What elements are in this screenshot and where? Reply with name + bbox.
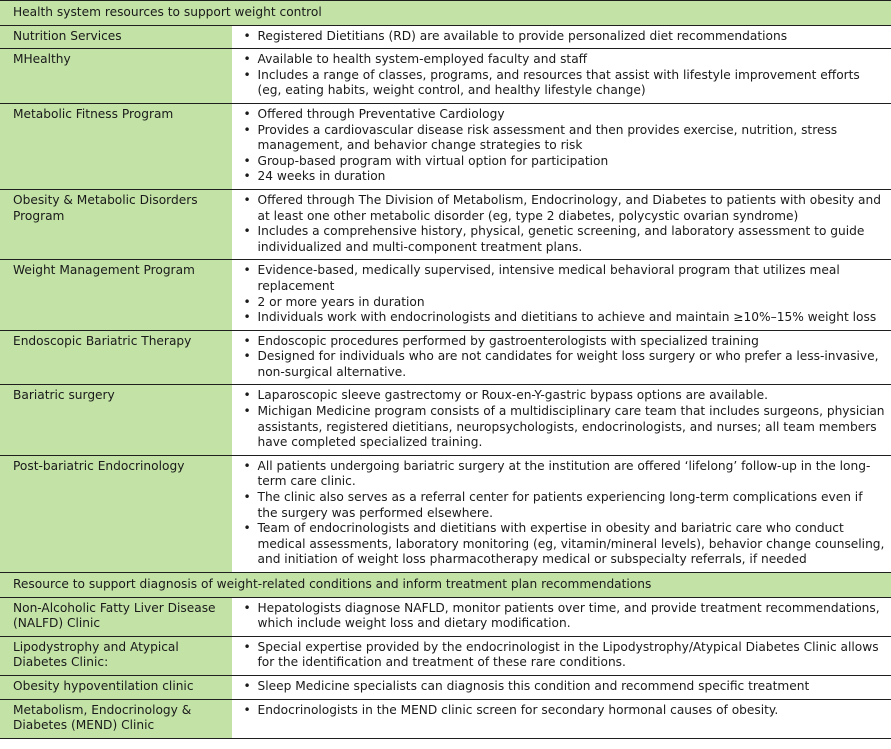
resource-description [232, 25, 891, 49]
bullet-item: • 2 or more years in duration [242, 295, 886, 311]
table-row [0, 675, 891, 699]
bullet-item: • The clinic also serves as a referral center for patients experiencing long-term complications even if the surgery was performed elsewhere. [242, 490, 886, 521]
bullet-list [242, 193, 886, 255]
bullet-list [242, 459, 886, 568]
bullet-item: • Includes a comprehensive history, physical, genetic screening, and laboratory assessment to guide individualized and multi-component treatment plans. [242, 224, 886, 255]
table-row [0, 699, 891, 738]
resource-description [232, 597, 891, 636]
bullet-item: • Registered Dietitians (RD) are available to provide personalized diet recommendations [242, 29, 886, 45]
table-body [0, 1, 891, 739]
bullet-list [242, 679, 886, 695]
table-row [0, 636, 891, 675]
section-heading-row [0, 573, 891, 598]
resource-description [232, 49, 891, 104]
resource-description [232, 103, 891, 189]
bullet-item: • Includes a range of classes, programs, and resources that assist with lifestyle improvement efforts (eg, eating habits, weight control, and healthy lifestyle change) [242, 68, 886, 99]
bullet-item: • Special expertise provided by the endocrinologist in the Lipodystrophy/Atypical Diabetes Clinic allows for the identification and treatment of these rare conditions. [242, 640, 886, 671]
bullet-item: • Laparoscopic sleeve gastrectomy or Roux-en-Y-gastric bypass options are available. [242, 388, 886, 404]
bullet-item: • Individuals work with endocrinologists and dietitians to achieve and maintain ≥10%–15% weight loss [242, 310, 886, 326]
bullet-item: • Available to health system-employed faculty and staff [242, 52, 886, 68]
bullet-item: • Evidence-based, medically supervised, intensive medical behavioral program that utilizes meal replacement [242, 263, 886, 294]
resource-description [232, 330, 891, 385]
resource-description [232, 675, 891, 699]
bullet-list [242, 334, 886, 381]
section-heading-row [0, 1, 891, 26]
bullet-item: • Endocrinologists in the MEND clinic screen for secondary hormonal causes of obesity. [242, 703, 886, 719]
resource-name: Non-Alcoholic Fatty Liver Disease (NALFD) Clinic [0, 597, 232, 636]
resource-name: Post-bariatric Endocrinology [0, 455, 232, 572]
resource-description [232, 189, 891, 259]
resource-description [232, 699, 891, 738]
bullet-item: • Endoscopic procedures performed by gastroenterologists with specialized training [242, 334, 886, 350]
bullet-list [242, 52, 886, 99]
resource-description [232, 385, 891, 455]
table-row [0, 597, 891, 636]
table-row [0, 385, 891, 455]
bullet-item: • Designed for individuals who are not candidates for weight loss surgery or who prefer a less-invasive, non-surgical alternative. [242, 349, 886, 380]
bullet-item: • Provides a cardiovascular disease risk assessment and then provides exercise, nutrition, stress management, and behavior change strategies to risk [242, 123, 886, 154]
resource-description [232, 455, 891, 572]
bullet-item: • Group-based program with virtual option for participation [242, 154, 886, 170]
table-row [0, 330, 891, 385]
resource-name: Obesity & Metabolic Disorders Program [0, 189, 232, 259]
section-heading: Resource to support diagnosis of weight-related conditions and inform treatment plan recommendations [0, 573, 891, 598]
resource-name: Weight Management Program [0, 260, 232, 330]
bullet-item: • Hepatologists diagnose NAFLD, monitor patients over time, and provide treatment recommendations, which include weight loss and dietary modification. [242, 601, 886, 632]
bullet-item: • 24 weeks in duration [242, 169, 886, 185]
bullet-list [242, 388, 886, 450]
table-row [0, 103, 891, 189]
bullet-item: • Sleep Medicine specialists can diagnosis this condition and recommend specific treatment [242, 679, 886, 695]
resource-description [232, 260, 891, 330]
bullet-list [242, 640, 886, 671]
table-row [0, 49, 891, 104]
resource-name: Metabolic Fitness Program [0, 103, 232, 189]
bullet-list [242, 107, 886, 185]
resource-name: Lipodystrophy and Atypical Diabetes Clinic: [0, 636, 232, 675]
table-row [0, 455, 891, 572]
bullet-list [242, 263, 886, 325]
table-row [0, 260, 891, 330]
resource-name: Metabolism, Endocrinology & Diabetes (MEND) Clinic [0, 699, 232, 738]
table-row [0, 25, 891, 49]
resource-name: Nutrition Services [0, 25, 232, 49]
bullet-list [242, 29, 886, 45]
resource-name: Bariatric surgery [0, 385, 232, 455]
section-heading: Health system resources to support weight control [0, 1, 891, 26]
resource-name: Endoscopic Bariatric Therapy [0, 330, 232, 385]
bullet-list [242, 703, 886, 719]
bullet-item: • Team of endocrinologists and dietitians with expertise in obesity and bariatric care who conduct medical assessments, laboratory monitoring (eg, vitamin/mineral levels), behavior change counseling, and initiation of weight loss pharmacotherapy medical or subspecialty referrals, if needed [242, 521, 886, 568]
resource-description [232, 636, 891, 675]
resource-name: MHealthy [0, 49, 232, 104]
bullet-item: • Offered through The Division of Metabolism, Endocrinology, and Diabetes to patients with obesity and at least one other metabolic disorder (eg, type 2 diabetes, polycystic ovarian syndrome) [242, 193, 886, 224]
bullet-item: • Michigan Medicine program consists of a multidisciplinary care team that includes surgeons, physician assistants, registered dietitians, neuropsychologists, endocrinologists, and nurses; all team members have completed specialized training. [242, 404, 886, 451]
resource-name: Obesity hypoventilation clinic [0, 675, 232, 699]
table-row [0, 189, 891, 259]
bullet-item: • All patients undergoing bariatric surgery at the institution are offered ‘lifelong’ follow-up in the long-term care clinic. [242, 459, 886, 490]
bullet-list [242, 601, 886, 632]
bullet-item: • Offered through Preventative Cardiology [242, 107, 886, 123]
